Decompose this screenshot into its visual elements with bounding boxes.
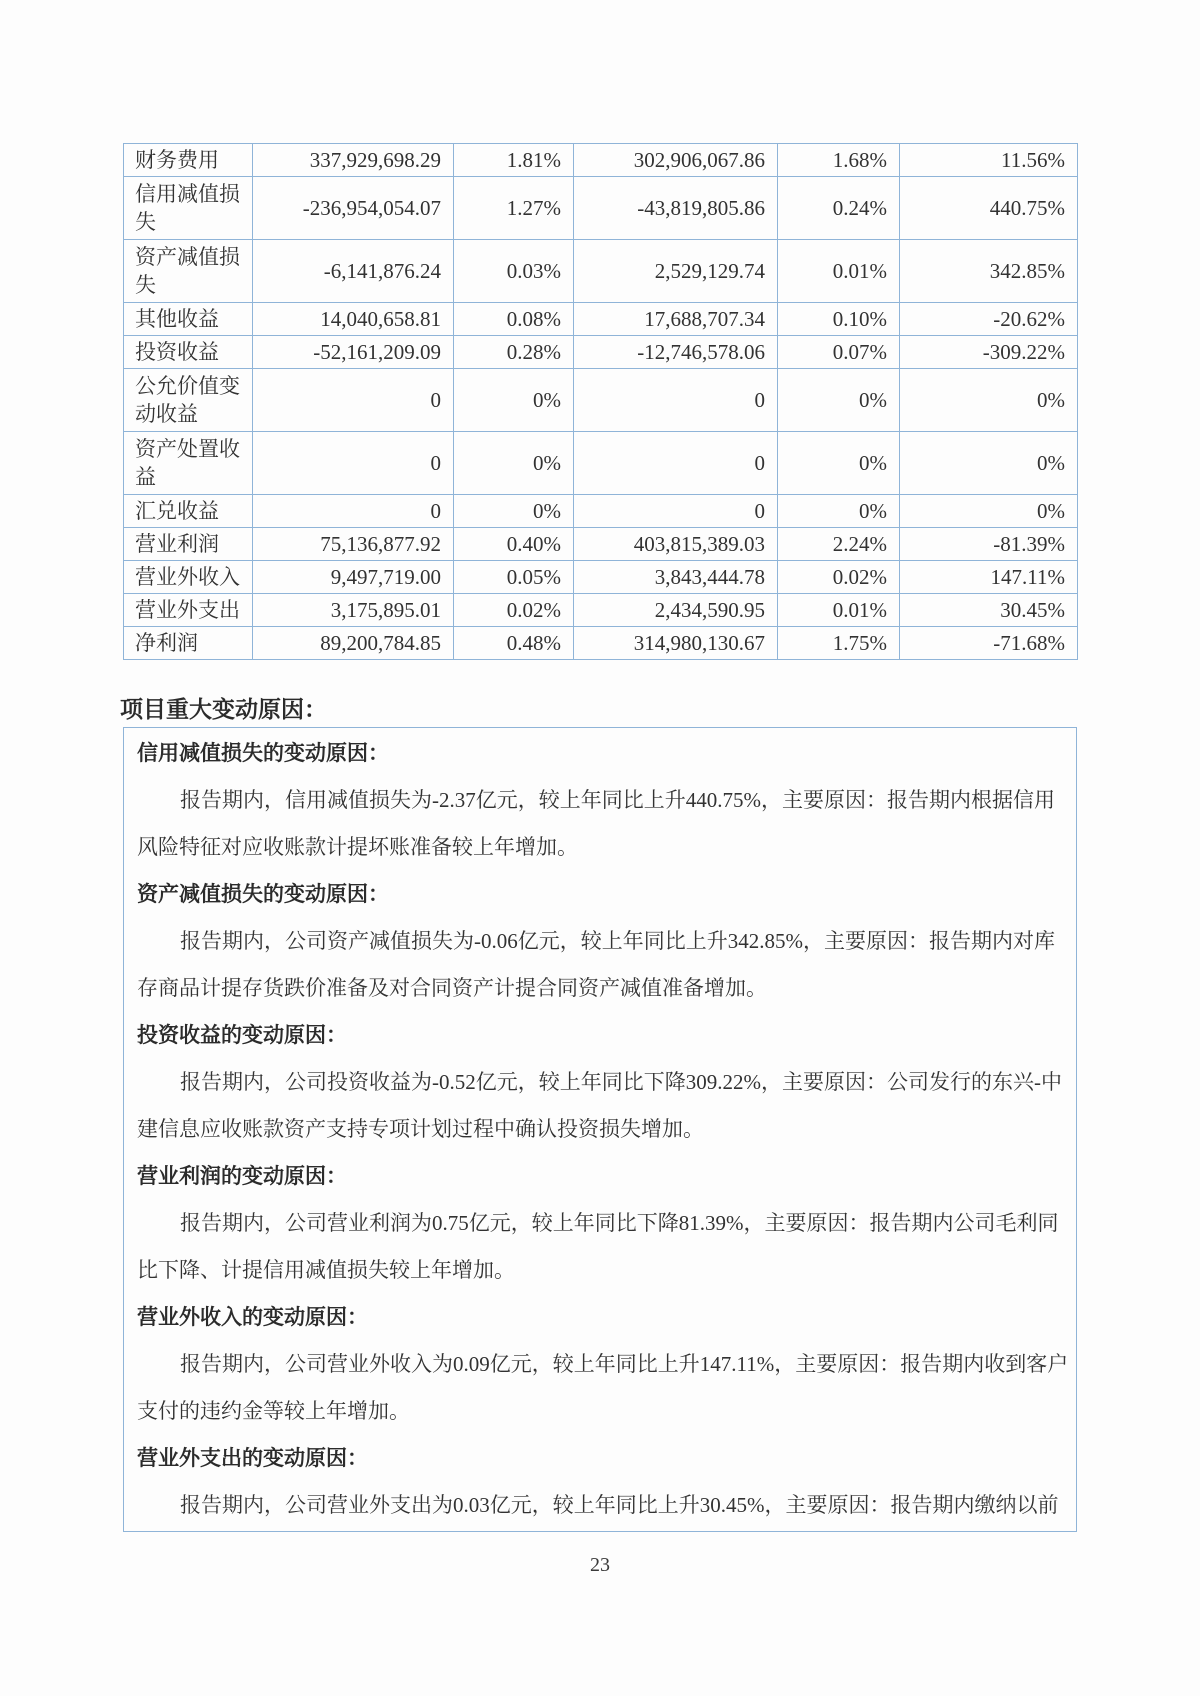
reason-heading: 营业外支出的变动原因： [137, 1447, 368, 1470]
cell-amount-current: 337,929,698.29 [253, 144, 454, 177]
cell-amount-prior: -43,819,805.86 [574, 177, 778, 240]
cell-amount-prior: -12,746,578.06 [574, 336, 778, 369]
cell-pct-current: 0.48% [454, 627, 574, 660]
cell-item-label: 资产处置收益 [124, 432, 253, 495]
cell-item-label: 信用减值损失 [124, 177, 253, 240]
cell-amount-prior: 17,688,707.34 [574, 303, 778, 336]
cell-pct-current: 0% [454, 432, 574, 495]
cell-pct-current: 0.08% [454, 303, 574, 336]
cell-pct-prior: 0.02% [778, 561, 900, 594]
cell-item-label: 其他收益 [124, 303, 253, 336]
cell-yoy-change: -20.62% [900, 303, 1078, 336]
cell-item-label: 财务费用 [124, 144, 253, 177]
change-reasons-box [123, 727, 1077, 1532]
cell-yoy-change: 440.75% [900, 177, 1078, 240]
reason-text-line: 报告期内，公司投资收益为-0.52亿元，较上年同比下降309.22%，主要原因：公司发行的东兴-中 [180, 1070, 1062, 1094]
reason-heading: 信用减值损失的变动原因： [137, 742, 389, 765]
table-row [124, 303, 1078, 336]
reason-block [137, 1012, 1063, 1153]
page-number: 23 [590, 1554, 610, 1576]
cell-yoy-change: -71.68% [900, 627, 1078, 660]
cell-amount-prior: 0 [574, 495, 778, 528]
table-row [124, 240, 1078, 303]
reason-block [137, 1294, 1069, 1435]
cell-pct-prior: 1.68% [778, 144, 900, 177]
cell-pct-current: 0.28% [454, 336, 574, 369]
cell-yoy-change: 11.56% [900, 144, 1078, 177]
cell-yoy-change: 0% [900, 432, 1078, 495]
cell-item-label: 公允价值变动收益 [124, 369, 253, 432]
cell-amount-current: -236,954,054.07 [253, 177, 454, 240]
cell-amount-prior: 314,980,130.67 [574, 627, 778, 660]
table-row [124, 336, 1078, 369]
cell-amount-current: -52,161,209.09 [253, 336, 454, 369]
table-row [124, 144, 1078, 177]
reason-text-line: 风险特征对应收账款计提坏账准备较上年增加。 [137, 835, 578, 859]
cell-amount-prior: 0 [574, 369, 778, 432]
table-row [124, 594, 1078, 627]
cell-amount-current: 3,175,895.01 [253, 594, 454, 627]
cell-amount-prior: 2,434,590.95 [574, 594, 778, 627]
cell-item-label: 净利润 [124, 627, 253, 660]
reason-heading: 营业外收入的变动原因： [137, 1306, 368, 1329]
cell-pct-current: 0% [454, 495, 574, 528]
reason-block [137, 730, 1063, 871]
cell-pct-current: 1.27% [454, 177, 574, 240]
cell-amount-current: 75,136,877.92 [253, 528, 454, 561]
table-row [124, 432, 1078, 495]
cell-amount-prior: 2,529,129.74 [574, 240, 778, 303]
cell-amount-prior: 403,815,389.03 [574, 528, 778, 561]
cell-pct-prior: 0.01% [778, 594, 900, 627]
table-row [124, 561, 1078, 594]
reason-text-line: 比下降、计提信用减值损失较上年增加。 [137, 1258, 515, 1282]
cell-pct-prior: 1.75% [778, 627, 900, 660]
cell-pct-prior: 0% [778, 432, 900, 495]
section-title: 项目重大变动原因： [120, 696, 327, 722]
cell-item-label: 营业外支出 [124, 594, 253, 627]
cell-pct-prior: 0.01% [778, 240, 900, 303]
cell-amount-current: 89,200,784.85 [253, 627, 454, 660]
cell-pct-current: 0.03% [454, 240, 574, 303]
cell-pct-prior: 2.24% [778, 528, 900, 561]
table-row [124, 369, 1078, 432]
cell-item-label: 投资收益 [124, 336, 253, 369]
cell-item-label: 汇兑收益 [124, 495, 253, 528]
cell-amount-current: 0 [253, 495, 454, 528]
financial-items-table [123, 143, 1078, 660]
cell-pct-current: 1.81% [454, 144, 574, 177]
cell-amount-prior: 0 [574, 432, 778, 495]
cell-pct-current: 0.05% [454, 561, 574, 594]
cell-amount-current: 14,040,658.81 [253, 303, 454, 336]
cell-amount-prior: 3,843,444.78 [574, 561, 778, 594]
cell-amount-current: 0 [253, 369, 454, 432]
reason-text-line: 报告期内，信用减值损失为-2.37亿元，较上年同比上升440.75%，主要原因：报告期内根据信用 [180, 788, 1055, 812]
reason-text-line: 报告期内，公司营业利润为0.75亿元，较上年同比下降81.39%，主要原因：报告期内公司毛利同 [180, 1211, 1059, 1235]
reason-heading: 投资收益的变动原因： [137, 1024, 347, 1047]
cell-item-label: 营业利润 [124, 528, 253, 561]
reason-block [137, 871, 1063, 1012]
cell-amount-current: 9,497,719.00 [253, 561, 454, 594]
cell-pct-prior: 0.24% [778, 177, 900, 240]
cell-yoy-change: -309.22% [900, 336, 1078, 369]
reason-block [137, 1153, 1063, 1294]
cell-pct-prior: 0.07% [778, 336, 900, 369]
reason-block [137, 1435, 1063, 1529]
cell-pct-prior: 0% [778, 369, 900, 432]
reason-text-line: 报告期内，公司营业外收入为0.09亿元，较上年同比上升147.11%，主要原因：报告期内收到客户 [180, 1352, 1069, 1376]
cell-amount-current: 0 [253, 432, 454, 495]
cell-pct-prior: 0.10% [778, 303, 900, 336]
reason-text-line: 报告期内，公司资产减值损失为-0.06亿元，较上年同比上升342.85%，主要原因：报告期内对库 [180, 929, 1055, 953]
cell-item-label: 营业外收入 [124, 561, 253, 594]
cell-pct-current: 0.02% [454, 594, 574, 627]
reason-text-line: 建信息应收账款资产支持专项计划过程中确认投资损失增加。 [137, 1117, 704, 1141]
cell-yoy-change: -81.39% [900, 528, 1078, 561]
cell-yoy-change: 147.11% [900, 561, 1078, 594]
cell-yoy-change: 0% [900, 495, 1078, 528]
cell-yoy-change: 0% [900, 369, 1078, 432]
reason-heading: 营业利润的变动原因： [137, 1165, 347, 1188]
table-row [124, 177, 1078, 240]
reason-heading: 资产减值损失的变动原因： [137, 883, 389, 906]
cell-item-label: 资产减值损失 [124, 240, 253, 303]
table-row [124, 495, 1078, 528]
cell-pct-current: 0.40% [454, 528, 574, 561]
cell-amount-current: -6,141,876.24 [253, 240, 454, 303]
reason-text-line: 支付的违约金等较上年增加。 [137, 1399, 410, 1423]
cell-amount-prior: 302,906,067.86 [574, 144, 778, 177]
reason-text-line: 报告期内，公司营业外支出为0.03亿元，较上年同比上升30.45%，主要原因：报告期内缴纳以前 [180, 1493, 1059, 1517]
cell-pct-current: 0% [454, 369, 574, 432]
reason-text-line: 存商品计提存货跌价准备及对合同资产计提合同资产减值准备增加。 [137, 976, 767, 1000]
table-row [124, 528, 1078, 561]
cell-yoy-change: 342.85% [900, 240, 1078, 303]
table-row [124, 627, 1078, 660]
cell-yoy-change: 30.45% [900, 594, 1078, 627]
cell-pct-prior: 0% [778, 495, 900, 528]
